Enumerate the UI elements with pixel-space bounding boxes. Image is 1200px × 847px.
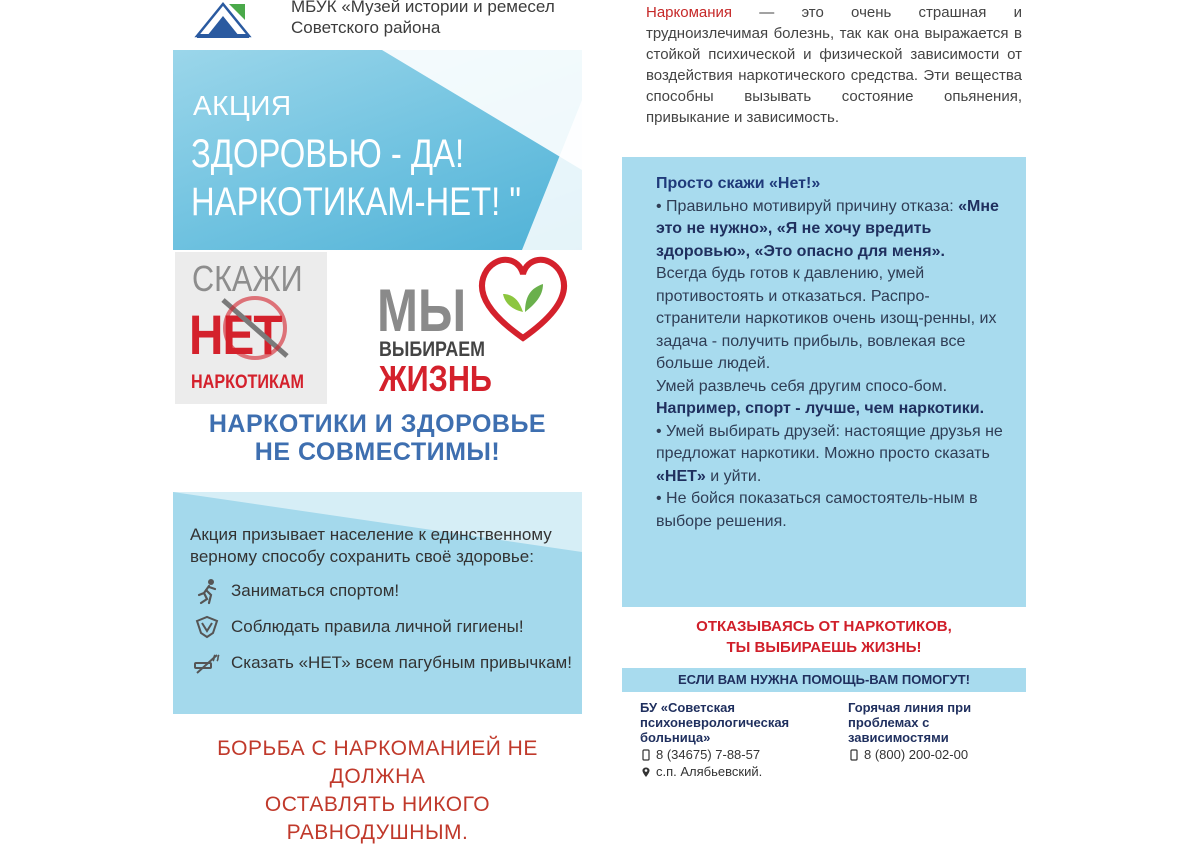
tips-paragraph	[656, 376, 1012, 421]
phone-icon	[848, 749, 860, 761]
banner-headline-line1: ЗДОРОВЬЮ - ДА!	[191, 132, 465, 176]
action-item-label: Соблюдать правила личной гигиены!	[231, 617, 524, 636]
contact-name-line: зависимостями	[848, 730, 949, 745]
contact-phone-row	[640, 747, 820, 762]
action-intro-line2: верному способу сохранить своё здоровье:	[190, 547, 534, 566]
intro-highlight: Наркомания	[646, 4, 733, 21]
incompatible-line2: НЕ СОВМЕСТИМЫ!	[254, 438, 501, 466]
contact-phone[interactable]: 8 (34675) 7-88-57	[656, 747, 761, 762]
contact-name	[640, 700, 820, 745]
action-box	[173, 492, 582, 714]
action-intro-text	[190, 524, 570, 568]
tips-text-span: • Правильно мотивируй причину отказа:	[656, 197, 959, 215]
action-intro-line1: Акция призывает население к единственному	[190, 525, 552, 544]
banner-decoration	[522, 100, 582, 250]
contact-name-line: больница»	[640, 730, 711, 745]
intro-paragraph	[646, 2, 1022, 128]
tips-heading: Просто скажи «Нет!»	[656, 175, 821, 192]
left-panel	[173, 0, 582, 844]
contact-address-row	[640, 764, 820, 779]
say-no-top-text: СКАЖИ	[192, 258, 303, 299]
left-footer-line1: БОРЬБА С НАРКОМАНИЕЙ НЕ ДОЛЖНА	[217, 737, 538, 788]
tips-paragraph	[656, 421, 1012, 489]
action-item-label: Сказать «НЕТ» всем пагубным привычкам!	[231, 653, 572, 672]
hygiene-icon	[193, 613, 221, 641]
tips-text	[656, 173, 1012, 533]
action-banner	[173, 50, 582, 250]
tips-bold-span: «Мне это не нужно», «Я не хочу вредить здоровью», «Это опасно для меня».	[656, 197, 999, 260]
help-bar: ЕСЛИ ВАМ НУЖНА ПОМОЩЬ-ВАМ ПОМОГУТ!	[622, 668, 1026, 692]
we-choose-life-text: ЖИЗНЬ	[379, 358, 492, 399]
museum-logo-icon	[193, 0, 253, 40]
header	[193, 0, 582, 48]
say-no-sub-text: НАРКОТИКАМ	[191, 372, 304, 393]
tips-paragraph: • Не бойся показаться самостоятель-ным в выборе решения.	[656, 490, 978, 530]
tips-text-span: • Умей выбирать друзей: настоящие друзья не предложат наркотики. Можно просто сказать	[656, 422, 1003, 462]
org-name-line1: МБУК «Музей истории и ремесел	[291, 0, 555, 16]
runner-icon	[193, 577, 221, 605]
action-item-label: Заниматься спортом!	[231, 581, 400, 600]
tips-bold-span: Например, спорт - лучше, чем наркотики.	[656, 400, 985, 417]
no-habits-icon	[193, 649, 221, 677]
say-no-big-text: НЕТ	[189, 303, 282, 366]
contact-name-line: проблемах с	[848, 715, 930, 730]
contact-phone[interactable]: 8 (800) 200-02-00	[864, 747, 969, 762]
contact-address: с.п. Алябьевский.	[656, 764, 763, 779]
org-name-line2: Советского района	[291, 18, 441, 37]
action-item	[193, 648, 572, 678]
phone-icon	[640, 749, 652, 761]
banner-label: АКЦИЯ	[193, 90, 292, 121]
tips-box	[622, 157, 1026, 607]
refusal-slogan	[622, 616, 1026, 658]
tips-paragraph: Всегда будь готов к давлению, умей противостоять и отказаться. Распро-странители наркотиков очень изощ-ренны, их задача - получить прибыль, вовлекая все больше людей.	[656, 265, 997, 372]
tips-text-span: Умей развлечь себя другим спосо-бом.	[656, 377, 948, 395]
right-panel	[622, 0, 1026, 800]
contact-name-line: Горячая линия при	[848, 700, 972, 715]
intro-text: — это очень страшная и трудноизлечимая болезнь, так как она выражается в стойкой психической и физической зависимости от воздействия наркотического средства. Эти вещества способны вызывать состояние опьянения, привыкание и зависимость.	[646, 4, 1022, 126]
contact-hotline	[848, 700, 1018, 762]
contact-hospital	[640, 700, 820, 779]
contact-name-line: психоневрологическая	[640, 715, 790, 730]
we-choose-big-text: МЫ	[377, 277, 467, 344]
we-choose-mid-text: ВЫБИРАЕМ	[379, 338, 486, 361]
tips-paragraph	[656, 196, 1012, 264]
contact-phone-row	[848, 747, 1018, 762]
crossed-syringe-icon	[215, 288, 295, 368]
action-item	[193, 576, 399, 606]
left-footer-slogan	[173, 735, 582, 847]
contact-name-line: БУ «Советская	[640, 700, 735, 715]
tips-text-span: и уйти.	[705, 467, 762, 485]
action-item	[193, 612, 524, 642]
tips-bold-span: «НЕТ»	[656, 467, 706, 485]
we-choose-life-logo	[373, 252, 583, 402]
incompatible-line1: НАРКОТИКИ И ЗДОРОВЬЕ	[208, 410, 547, 438]
org-name	[291, 0, 555, 38]
incompatible-heading	[173, 410, 582, 466]
say-no-badge	[175, 252, 327, 404]
heart-leaf-icon	[473, 252, 573, 344]
location-pin-icon	[640, 766, 652, 778]
banner-headline-line2: НАРКОТИКАМ-НЕТ! "	[191, 180, 522, 224]
refusal-line2: ТЫ ВЫБИРАЕШЬ ЖИЗНЬ!	[726, 639, 922, 656]
refusal-line1: ОТКАЗЫВАЯСЬ ОТ НАРКОТИКОВ,	[696, 618, 952, 635]
contact-name	[848, 700, 1018, 745]
left-footer-line2: ОСТАВЛЯТЬ НИКОГО РАВНОДУШНЫМ.	[264, 793, 491, 844]
